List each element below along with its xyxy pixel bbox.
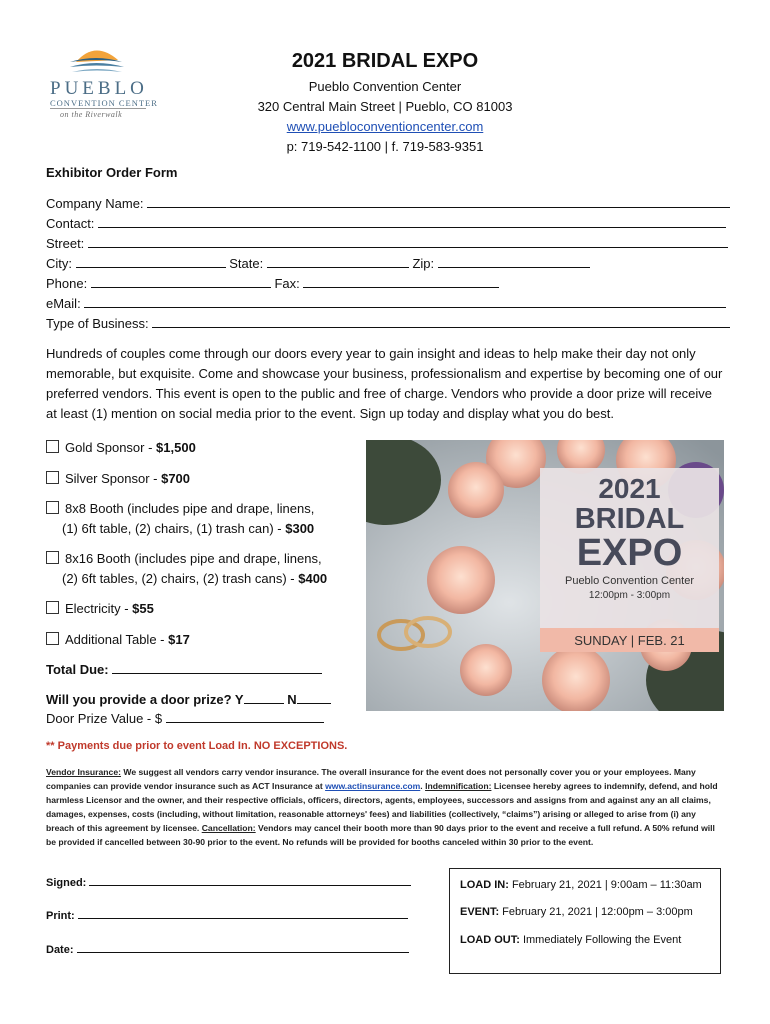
door-prize-no-label: N [287, 692, 297, 707]
date-field[interactable] [77, 940, 409, 953]
door-prize-value-field[interactable] [166, 710, 324, 723]
phone-row [46, 275, 499, 293]
booth-8x8-checkbox[interactable] [46, 501, 59, 514]
option-label-2: (2) 6ft tables, (2) chairs, (2) trash cans) - [62, 571, 299, 586]
print-row [46, 906, 408, 922]
date-row [46, 940, 409, 956]
silver-sponsor-checkbox[interactable] [46, 471, 59, 484]
gold-sponsor-checkbox[interactable] [46, 440, 59, 453]
poster-date: SUNDAY | FEB. 21 [574, 633, 685, 648]
event-line [460, 906, 693, 918]
print-label: Print: [46, 910, 75, 922]
vendor-insurance-label: Vendor Insurance: [46, 767, 121, 777]
contact-label: Contact: [46, 216, 95, 231]
fax-label: Fax: [274, 276, 300, 291]
load-out-line [460, 934, 681, 946]
intro-paragraph: Hundreds of couples come through our doors every year to gain insight and ideas to help make their day not only memorable, but exquisite. Come and showcase your business, professionalism and expertise by becoming one of our preferred vendors. This event is open to the public and free of charge. Vendors who provide a door prize will receive at least (1) mention on social media prior to the event. Sign up today and display what you do best. [46, 346, 723, 421]
sunrise-icon [40, 40, 160, 80]
event-value: February 21, 2021 | 12:00pm – 3:00pm [499, 906, 693, 918]
option-price: $700 [161, 471, 191, 486]
company-field[interactable] [147, 195, 730, 208]
contact-field[interactable] [98, 215, 726, 228]
phone-label: Phone: [46, 276, 88, 291]
load-in-label: LOAD IN: [460, 879, 509, 891]
fax-field[interactable] [303, 275, 499, 288]
door-prize-row [46, 691, 331, 709]
print-field[interactable] [78, 906, 408, 919]
city-row [46, 255, 590, 273]
option-8x8-booth [46, 499, 314, 539]
load-out-value: Immediately Following the Event [519, 934, 682, 946]
option-silver-sponsor [46, 469, 190, 489]
company-row [46, 195, 730, 213]
door-prize-question: Will you provide a door prize? Y [46, 692, 244, 707]
option-price: $55 [132, 601, 154, 616]
poster-time: 12:00pm - 3:00pm [588, 590, 671, 601]
load-out-label: LOAD OUT: [460, 934, 520, 946]
option-label: 8x16 Booth (includes pipe and drape, linens, [65, 551, 322, 566]
business-type-field[interactable] [152, 315, 730, 328]
business-type-label: Type of Business: [46, 316, 149, 331]
city-field[interactable] [76, 255, 226, 268]
additional-table-checkbox[interactable] [46, 632, 59, 645]
cancellation-label: Cancellation: [201, 823, 256, 833]
event-photo [366, 440, 724, 711]
logo-subtitle: CONVENTION CENTER [50, 98, 158, 108]
website-link[interactable]: www.puebloconventioncenter.com [286, 119, 484, 134]
option-label: Gold Sponsor - [65, 440, 157, 455]
load-in-value: February 21, 2021 | 9:00am – 11:30am [508, 879, 702, 891]
cancellation-text: Vendors may cancel their booth more than 90 days prior to the event and receive a full refund. A 50% refund will be provided if cancelled between 30-90 prior to the event. No refunds will be provided for booths canceled within 30 prior to the event. [46, 823, 715, 847]
event-schedule-box [449, 868, 721, 974]
zip-label: Zip: [412, 256, 435, 271]
option-label: Additional Table - [65, 632, 169, 647]
door-prize-no-field[interactable] [297, 691, 331, 704]
insurance-link[interactable]: www.actinsurance.com [325, 781, 421, 791]
poster-bridal: BRIDAL [574, 503, 685, 535]
contact-row [46, 215, 726, 233]
logo-word: PUEBLO [50, 78, 148, 99]
date-label: Date: [46, 944, 74, 956]
email-field[interactable] [84, 295, 726, 308]
door-prize-value-label: Door Prize Value - $ [46, 711, 163, 726]
option-gold-sponsor [46, 438, 196, 458]
signed-field[interactable] [89, 873, 411, 886]
total-due-row [46, 661, 322, 679]
poster-expo: EXPO [576, 532, 683, 574]
door-prize-value-row [46, 710, 324, 728]
state-field[interactable] [267, 255, 409, 268]
option-8x16-booth [46, 549, 327, 589]
total-due-label: Total Due: [46, 662, 109, 677]
door-prize-yes-field[interactable] [244, 691, 284, 704]
street-row [46, 235, 728, 253]
terms-paragraph: Vendor Insurance: We suggest all vendors carry vendor insurance. The overall insurance for the event does not personally cover you or your employees. Many companies can provide vendor insurance such as ACT Insurance at www.actinsurance.com. Indemnification: Licensee hereby agrees to indemnify, defend, and hold harmless Licensor and the owner, and their respective officials, officers, directors, agents, employees, successors and assigns from and against any an all claims, damages, expenses, costs (including, without limitation, reasonable attorneys' fees) and liabilities (collectively, “claims”) arising or alleged to arise from (i) any breach of this agreement by licensee. Cancellation: Vendors may cancel their booth more than 90 days prior to the event and receive a full refund. A 50% refund will be provided if cancelled between 30-90 prior to the event. No refunds will be provided for booths canceled within 30 prior to the event. [46, 767, 718, 847]
email-row [46, 295, 726, 313]
company-label: Company Name: [46, 196, 144, 211]
poster-year: 2021 [598, 473, 661, 504]
pueblo-logo [40, 40, 160, 124]
load-in-line [460, 879, 702, 891]
business-type-row [46, 315, 730, 333]
option-price: $300 [285, 521, 315, 536]
option-price: $1,500 [156, 440, 196, 455]
zip-field[interactable] [438, 255, 590, 268]
contact-phone: p: 719-542-1100 | f. 719-583-9351 [286, 139, 484, 154]
city-label: City: [46, 256, 72, 271]
signed-row [46, 873, 411, 889]
email-label: eMail: [46, 296, 81, 311]
form-title: Exhibitor Order Form [46, 165, 178, 180]
phone-field[interactable] [91, 275, 271, 288]
logo-tagline: on the Riverwalk [60, 110, 123, 119]
total-due-field[interactable] [112, 661, 322, 674]
option-price: $400 [298, 571, 328, 586]
signed-label: Signed: [46, 877, 87, 889]
venue-address: 320 Central Main Street | Pueblo, CO 81003 [257, 99, 513, 114]
booth-8x16-checkbox[interactable] [46, 551, 59, 564]
poster-venue: Pueblo Convention Center [564, 575, 695, 587]
option-electricity [46, 599, 154, 619]
payment-note: ** Payments due prior to event Load In. NO EXCEPTIONS. [46, 740, 348, 752]
street-field[interactable] [88, 235, 728, 248]
indemnification-text: Licensee hereby agrees to indemnify, defend, and hold harmless Licensor and the owner, and their respective officials, officers, directors, agents, employees, successors and assigns from and against any an all claims, damages, expenses, costs (including, without limitation, reasonable attorneys' fees) and liabilities (collectively, “claims”) arising or alleged to arise from (i) any breach of this agreement by licensee. [46, 781, 718, 833]
option-label: Electricity - [65, 601, 133, 616]
indemnification-label: Indemnification: [425, 781, 492, 791]
option-label: 8x8 Booth (includes pipe and drape, linens, [65, 501, 315, 516]
street-label: Street: [46, 236, 85, 251]
vendor-insurance-text: We suggest all vendors carry vendor insurance. The overall insurance for the event does not personally cover you or your employees. Many companies can provide vendor insurance such as ACT Insurance at [46, 767, 696, 791]
page-title: 2021 BRIDAL EXPO [291, 50, 479, 72]
option-label: Silver Sponsor - [65, 471, 162, 486]
state-label: State: [229, 256, 264, 271]
option-label-2: (1) 6ft table, (2) chairs, (1) trash can) - [62, 521, 286, 536]
electricity-checkbox[interactable] [46, 601, 59, 614]
option-price: $17 [168, 632, 190, 647]
venue-name: Pueblo Convention Center [308, 79, 462, 94]
event-label: EVENT: [460, 906, 500, 918]
option-additional-table [46, 630, 190, 650]
